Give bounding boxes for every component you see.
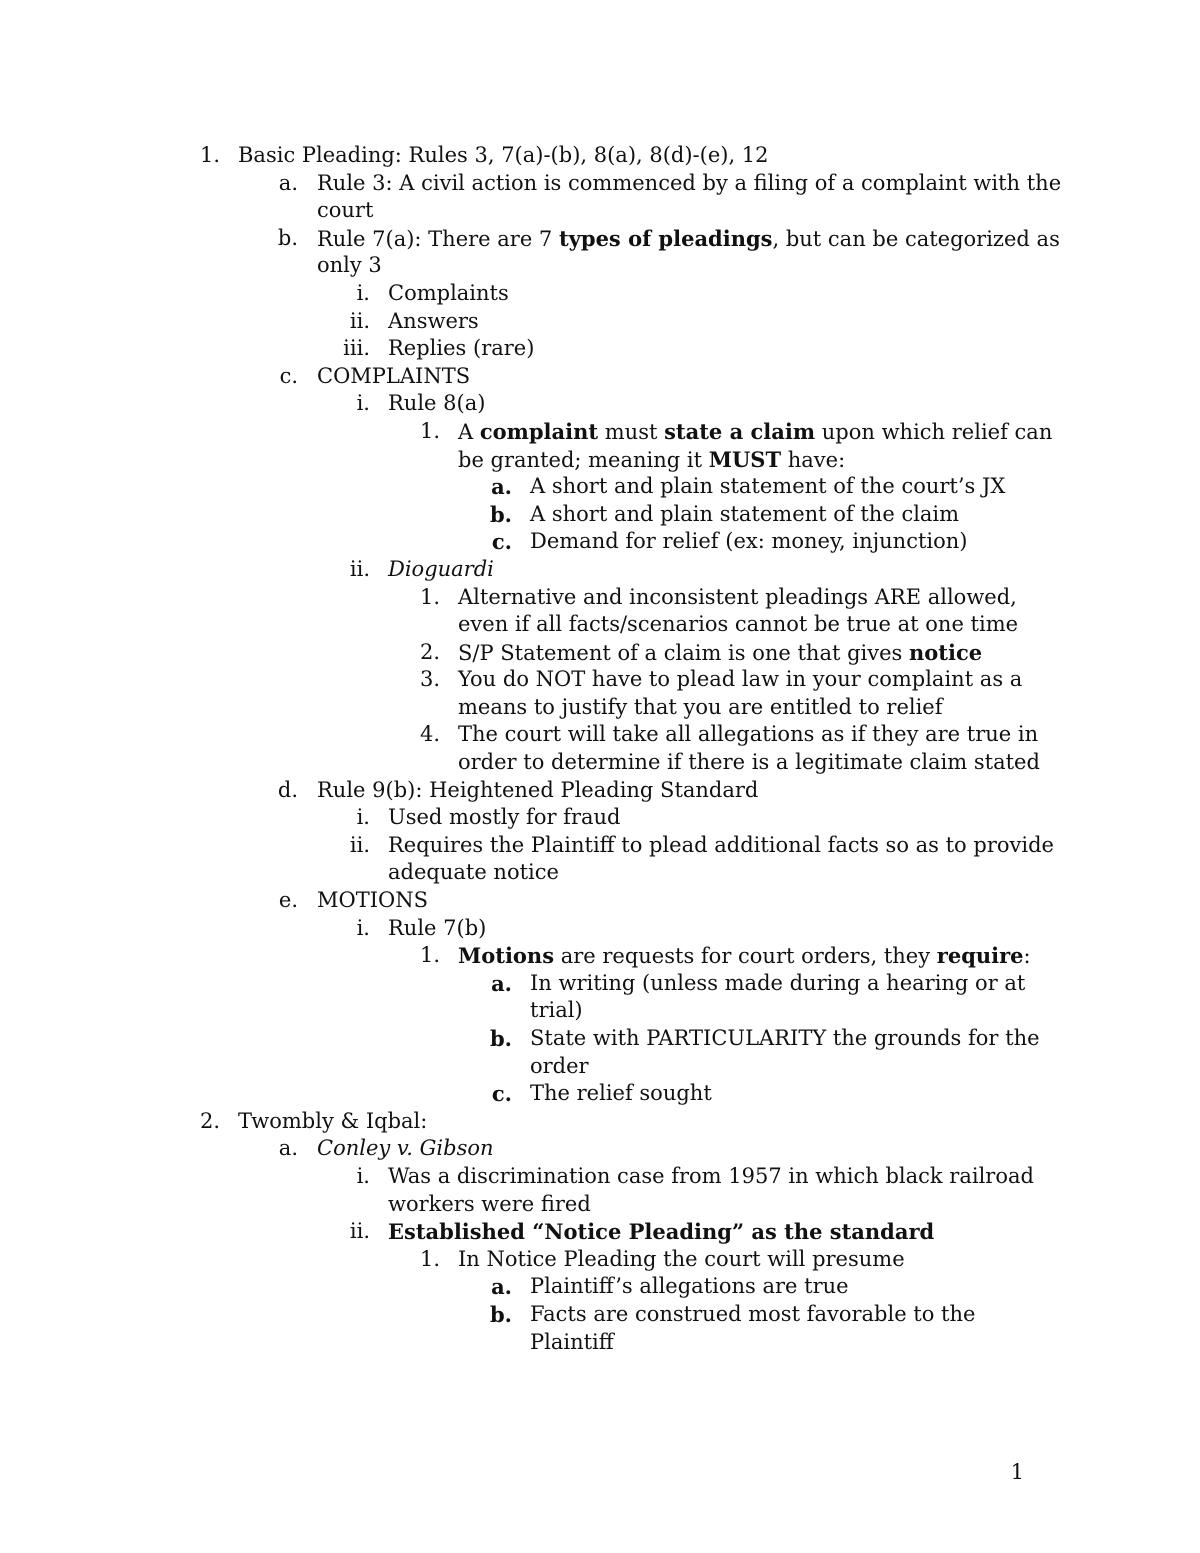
item-text <box>458 639 982 668</box>
text-run: You do NOT have to plead law in your complaint as a <box>458 667 1023 692</box>
text-run: COMPLAINTS <box>317 363 471 388</box>
outline-item <box>0 915 1200 943</box>
list-marker: a. <box>491 474 512 500</box>
outline-item <box>0 1246 1200 1274</box>
list-marker: ii. <box>349 556 370 581</box>
item-text <box>238 1108 427 1136</box>
outline-item <box>0 942 1200 970</box>
outline-item <box>0 721 1200 749</box>
item-text <box>530 1025 1040 1053</box>
text-run: types of pleadings <box>558 225 773 251</box>
text-run: state a claim <box>664 418 816 444</box>
text-run: order <box>530 1053 589 1078</box>
item-text <box>458 721 1038 749</box>
text-run: must <box>598 419 665 444</box>
list-marker: c. <box>279 363 298 388</box>
item-text <box>530 1273 849 1301</box>
list-marker: iii. <box>343 336 370 361</box>
list-marker: a. <box>278 170 298 195</box>
text-run: adequate notice <box>388 860 559 885</box>
text-run: Conley v. Gibson <box>317 1136 494 1161</box>
item-text <box>388 804 620 832</box>
item-text <box>388 335 534 363</box>
item-text <box>317 170 1061 198</box>
list-marker: 1. <box>419 943 440 968</box>
text-run: upon which relief can <box>815 419 1053 444</box>
list-marker: 1. <box>419 418 440 443</box>
outline-item <box>0 473 1200 501</box>
text-run: trial) <box>530 998 583 1023</box>
text-run: In writing (unless made during a hearing or at <box>530 970 1026 995</box>
text-run: , but can be categorized as <box>772 226 1060 251</box>
item-text <box>530 1053 589 1081</box>
outline-list <box>0 142 1200 1356</box>
item-text <box>317 252 382 280</box>
text-run: In Notice Pleading the court will presume <box>458 1246 905 1271</box>
text-run: be granted; meaning it <box>458 447 709 472</box>
text-run: Requires the Plaintiff to plead additional facts so as to provide <box>388 832 1054 857</box>
item-text <box>458 446 845 475</box>
list-marker: ii. <box>349 832 370 857</box>
text-run: Used mostly for fraud <box>388 805 621 830</box>
list-marker: 3. <box>419 667 440 692</box>
item-text <box>238 142 769 170</box>
text-run: Alternative and inconsistent pleadings ARE allowed, <box>458 584 1017 609</box>
text-run: order to determine if there is a legitimate claim stated <box>458 750 1040 775</box>
item-text <box>388 859 559 887</box>
text-run: Rule 8(a) <box>388 391 486 416</box>
outline-item <box>0 363 1200 391</box>
text-run: Established “Notice Pleading” as the standard <box>388 1219 935 1245</box>
text-run: A short and plain statement of the claim <box>530 501 960 526</box>
list-marker: i. <box>356 1163 370 1188</box>
list-marker: 1. <box>419 1246 440 1271</box>
outline-item <box>0 1108 1200 1136</box>
outline-item <box>0 1273 1200 1301</box>
outline-item <box>0 390 1200 418</box>
item-text <box>530 501 959 529</box>
item-text <box>317 225 1060 254</box>
text-run: Motions <box>458 943 555 969</box>
list-marker: 2. <box>199 1108 220 1133</box>
list-marker: ii. <box>349 308 370 333</box>
text-run: Demand for relief (ex: money, injunction) <box>530 529 968 554</box>
text-run: complaint <box>479 418 599 444</box>
outline-item <box>0 225 1200 253</box>
item-text <box>388 280 509 308</box>
outline-item <box>0 1080 1200 1108</box>
item-text <box>458 694 943 722</box>
outline-item <box>0 280 1200 308</box>
outline-item <box>0 777 1200 805</box>
text-run: are requests for court orders, they <box>554 944 937 969</box>
text-run: S/P Statement of a claim is one that gives <box>458 640 909 665</box>
text-run: A short and plain statement of the court’s JX <box>530 474 1006 499</box>
outline-item <box>0 666 1200 694</box>
outline-item <box>0 446 1200 474</box>
outline-item <box>0 859 1200 887</box>
list-marker: b. <box>490 501 512 527</box>
item-text <box>388 390 485 418</box>
list-marker: i. <box>356 805 370 830</box>
text-run: Rule 9(b): Heightened Pleading Standard <box>317 777 759 802</box>
item-text <box>530 1301 975 1329</box>
text-run: Dioguardi <box>388 556 494 581</box>
outline-item <box>0 528 1200 556</box>
item-text <box>530 997 583 1025</box>
list-marker: b. <box>277 225 298 250</box>
list-marker: i. <box>356 280 370 305</box>
list-marker: e. <box>278 888 298 913</box>
page-number: 1 <box>1010 1460 1024 1484</box>
list-marker: b. <box>490 1301 512 1327</box>
list-marker: 2. <box>419 639 440 664</box>
item-text <box>388 1191 591 1219</box>
text-run: : <box>1023 944 1031 969</box>
item-text <box>530 1329 614 1357</box>
outline-item <box>0 556 1200 584</box>
text-run: Plaintiff’s allegations are true <box>530 1274 849 1299</box>
text-run: Was a discrimination case from 1957 in which black railroad <box>388 1163 1034 1188</box>
outline-item <box>0 142 1200 170</box>
item-text <box>388 1218 934 1247</box>
item-text <box>388 915 486 943</box>
item-text <box>530 970 1025 998</box>
outline-item <box>0 1218 1200 1246</box>
text-run: Rule 7(a): There are 7 <box>317 226 559 251</box>
list-marker: a. <box>491 1274 512 1300</box>
item-text <box>458 611 1018 639</box>
text-run: means to justify that you are entitled to relief <box>458 694 943 719</box>
item-text <box>458 1246 905 1274</box>
item-text <box>317 197 373 225</box>
outline-item <box>0 197 1200 225</box>
outline-item <box>0 252 1200 280</box>
item-text <box>458 749 1040 777</box>
outline-item <box>0 1135 1200 1163</box>
outline-item <box>0 1191 1200 1219</box>
text-run: Basic Pleading: Rules 3, 7(a)-(b), 8(a), 8(d)-(e), 12 <box>238 143 769 167</box>
item-text <box>388 556 494 584</box>
text-run: Plaintiff <box>530 1329 614 1354</box>
outline-item <box>0 997 1200 1025</box>
list-marker: 1. <box>199 143 220 167</box>
list-marker: d. <box>277 777 298 802</box>
item-text <box>530 528 967 556</box>
outline-item <box>0 308 1200 336</box>
text-run: MUST <box>708 446 782 472</box>
outline-item <box>0 832 1200 860</box>
text-run: require <box>936 943 1024 969</box>
item-text <box>388 832 1054 860</box>
list-marker: ii. <box>349 1219 370 1244</box>
outline-item <box>0 418 1200 446</box>
list-marker: c. <box>491 1081 512 1107</box>
item-text <box>458 666 1022 694</box>
outline-item <box>0 1053 1200 1081</box>
list-marker: a. <box>491 970 512 996</box>
outline-item <box>0 584 1200 612</box>
outline-item <box>0 1025 1200 1053</box>
text-run: only 3 <box>317 253 382 278</box>
item-text <box>530 1080 712 1108</box>
text-run: State with PARTICULARITY the grounds for the <box>530 1026 1040 1050</box>
outline-item <box>0 1163 1200 1191</box>
item-text <box>388 1163 1034 1191</box>
item-text <box>317 777 758 805</box>
outline-item <box>0 694 1200 722</box>
text-run: workers were fired <box>388 1191 591 1216</box>
outline-item <box>0 749 1200 777</box>
text-run: notice <box>909 639 983 665</box>
text-run: The court will take all allegations as if they are true in <box>458 722 1039 747</box>
list-marker: i. <box>356 915 370 940</box>
text-run: court <box>317 198 374 223</box>
outline-item <box>0 970 1200 998</box>
item-text <box>317 887 428 915</box>
item-text <box>458 942 1031 971</box>
text-run: Rule 3: A civil action is commenced by a filing of a complaint with the <box>317 170 1062 195</box>
text-run: The relief sought <box>530 1081 712 1106</box>
text-run: Rule 7(b) <box>388 915 487 940</box>
text-run: Twombly & Iqbal: <box>238 1108 428 1133</box>
outline-item <box>0 1329 1200 1357</box>
list-marker: c. <box>491 529 512 555</box>
outline-item <box>0 804 1200 832</box>
outline-item <box>0 501 1200 529</box>
text-run: Complaints <box>388 280 509 305</box>
list-marker: 1. <box>419 584 440 609</box>
item-text <box>317 363 470 391</box>
list-marker: a. <box>278 1136 298 1161</box>
text-run: even if all facts/scenarios cannot be true at one time <box>458 612 1019 637</box>
list-marker: 4. <box>419 722 440 747</box>
text-run: Replies (rare) <box>388 336 535 361</box>
item-text <box>458 418 1052 447</box>
item-text <box>530 473 1005 501</box>
text-run: MOTIONS <box>317 888 428 913</box>
item-text <box>388 308 479 336</box>
outline-item <box>0 1301 1200 1329</box>
outline-item <box>0 639 1200 667</box>
outline-item <box>0 887 1200 915</box>
outline-item <box>0 611 1200 639</box>
outline-item <box>0 170 1200 198</box>
text-run: Facts are construed most favorable to the <box>530 1301 976 1326</box>
list-marker: i. <box>356 391 370 416</box>
item-text <box>317 1135 494 1163</box>
text-run: Answers <box>388 308 479 333</box>
list-marker: b. <box>490 1026 512 1051</box>
outline-item <box>0 335 1200 363</box>
text-run: A <box>458 419 480 444</box>
text-run: have: <box>781 447 846 472</box>
item-text <box>458 584 1017 612</box>
